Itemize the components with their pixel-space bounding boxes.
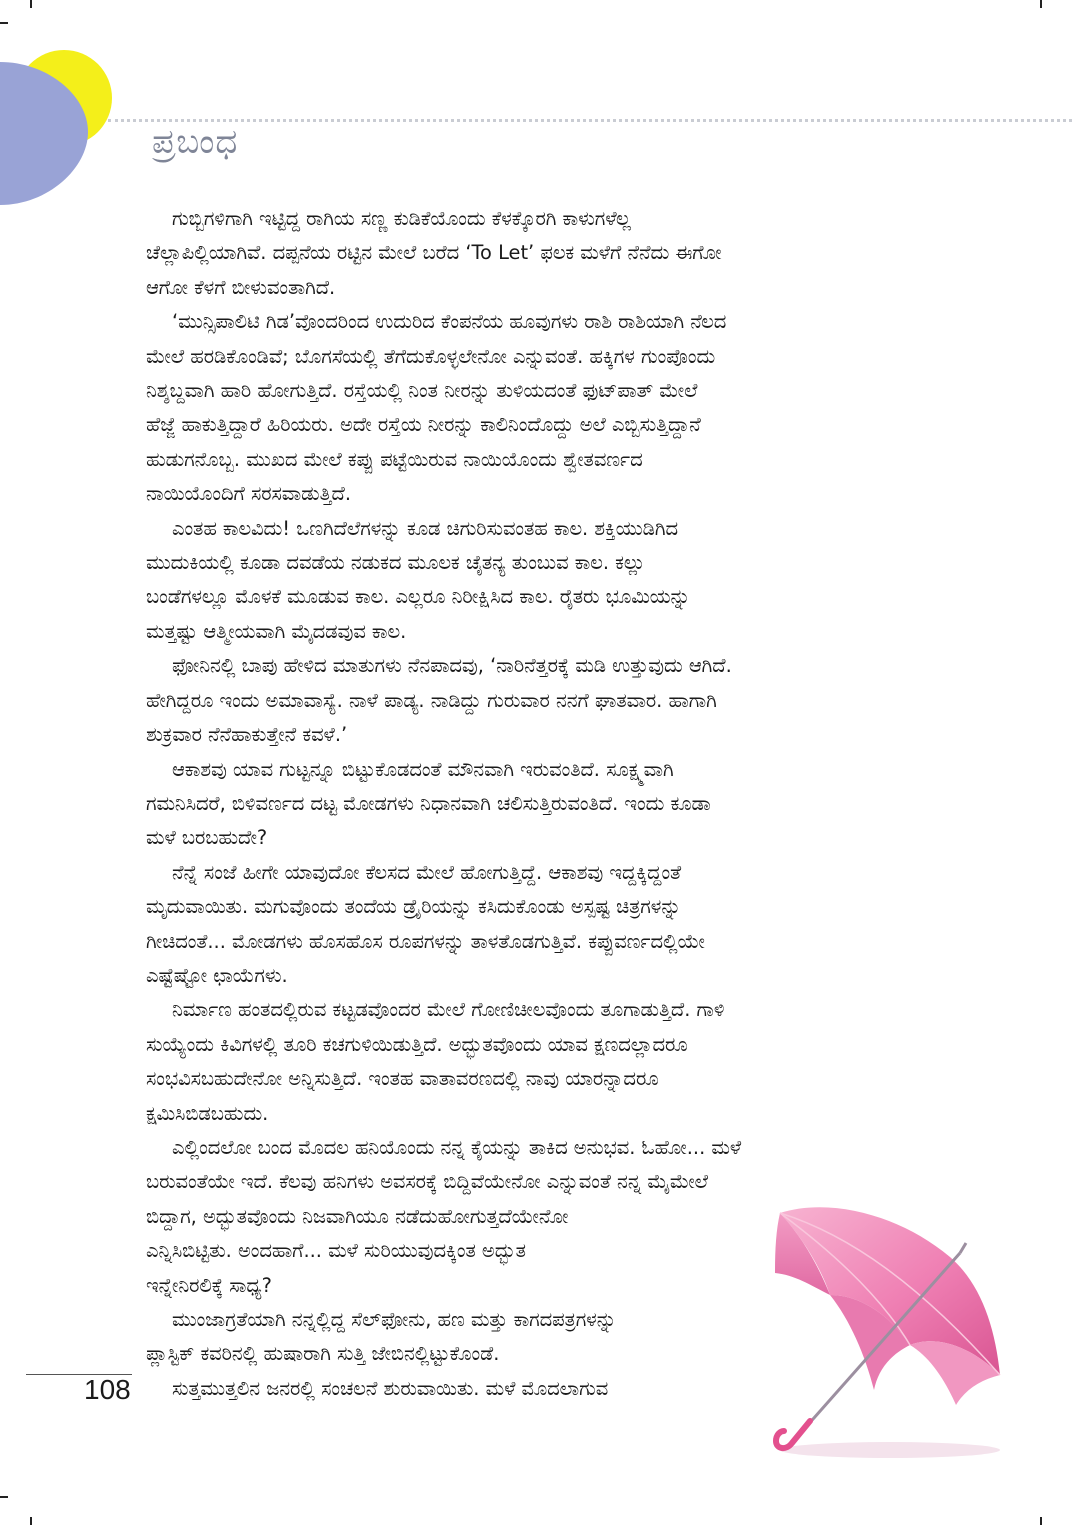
text-line: ಬಿದ್ದಾಗ, ಅದ್ಭುತವೊಂದು ನಿಜವಾಗಿಯೂ ನಡೆದುಹೋಗುತ್ತದೆಯೇನೋ [146,1204,569,1228]
text-line: ಸುಯ್ಯೆಂದು ಕಿವಿಗಳಲ್ಲಿ ತೂರಿ ಕಚಗುಳಿಯಿಡುತ್ತಿದೆ. ಅದ್ಭುತವೊಂದು ಯಾವ ಕ್ಷಣದಲ್ಲಾದರೂ [146,1032,688,1056]
text-line: ಬಂಡೆಗಳಲ್ಲೂ ಮೊಳಕೆ ಮೂಡುವ ಕಾಲ. ಎಲ್ಲರೂ ನಿರೀಕ್ಷಿಸಿದ ಕಾಲ. ರೈತರು ಭೂಮಿಯನ್ನು [146,585,691,609]
text-line: ಮಳೆ ಬರಬಹುದೇ? [146,826,268,850]
text-line: ಮೃದುವಾಯಿತು. ಮಗುವೊಂದು ತಂದೆಯ ಡ್ರೈರಿಯನ್ನು ಕಸಿದುಕೊಂಡು ಅಸ್ಪಷ್ಟ ಚಿತ್ರಗಳನ್ನು [146,895,681,919]
dotted-divider [108,119,1072,122]
page-number: 108 [84,1374,131,1405]
text-line: ಸಂಭವಿಸಬಹುದೇನೋ ಅನ್ನಿಸುತ್ತಿದೆ. ಇಂತಹ ವಾತಾವರಣದಲ್ಲಿ ನಾವು ಯಾರನ್ನಾದರೂ [146,1067,659,1091]
text-line: ಕ್ಷಮಿಸಿಬಿಡಬಹುದು. [146,1101,269,1125]
text-line: ಮೇಲೆ ಹರಡಿಕೊಂಡಿವೆ; ಬೊಗಸೆಯಲ್ಲಿ ತೆಗೆದುಕೊಳ್ಳಲೇನೋ ಎನ್ನುವಂತೆ. ಹಕ್ಕಿಗಳ ಗುಂಪೊಂದು [146,344,716,368]
text-line: ಮುದುಕಿಯಲ್ಲಿ ಕೂಡಾ ದವಡೆಯ ನಡುಕದ ಮೂಲಕ ಚೈತನ್ಯ ತುಂಬುವ ಕಾಲ. ಕಲ್ಲು [146,551,645,575]
paragraph [146,512,946,650]
text-line: ಮುಂಜಾಗ್ರತೆಯಾಗಿ ನನ್ನಲ್ಲಿದ್ದ ಸೆಲ್‌ಫೋನು, ಹಣ ಮತ್ತು ಕಾಗದಪತ್ರಗಳನ್ನು [172,1308,617,1331]
section-title: ಪ್ರಬಂಧ [152,122,239,162]
text-line: ಎನ್ನಿಸಿಬಿಟ್ಟಿತು. ಅಂದಹಾಗೆ... ಮಳೆ ಸುರಿಯುವುದಕ್ಕಿಂತ ಅದ್ಭುತ [146,1239,526,1263]
text-line: ಎಷ್ಟೆಷ್ಟೋ ಛಾಯೆಗಳು. [146,963,288,987]
text-line: ನಿಶ್ಶಬ್ದವಾಗಿ ಹಾರಿ ಹೋಗುತ್ತಿದೆ. ರಸ್ತೆಯಲ್ಲಿ ನಿಂತ ನೀರನ್ನು ತುಳಿಯದಂತೆ ಫುಟ್‌ಪಾತ್ ಮೇಲೆ [146,379,698,403]
text-line: ಬರುವಂತೆಯೇ ಇದೆ. ಕೆಲವು ಹನಿಗಳು ಅವಸರಕ್ಕೆ ಬಿದ್ದಿವೆಯೇನೋ ಎನ್ನುವಂತೆ ನನ್ನ ಮೈಮೇಲೆ [146,1170,709,1194]
paragraph [146,202,946,305]
text-line: ಎಲ್ಲಿಂದಲೋ ಬಂದ ಮೊದಲ ಹನಿಯೊಂದು ನನ್ನ ಕೈಯನ್ನು ತಾಕಿದ ಅನುಭವ. ಓಹೋ... ಮಳೆ [172,1135,742,1159]
text-line: ಗೀಚಿದಂತೆ... ಮೋಡಗಳು ಹೊಸಹೊಸ ರೂಪಗಳನ್ನು ತಾಳತೊಡಗುತ್ತಿವೆ. ಕಪ್ಪುವರ್ಣದಲ್ಲಿಯೇ [146,929,705,953]
paragraph [146,649,946,752]
text-line: ನೆನ್ನೆ ಸಂಜೆ ಹೀಗೇ ಯಾವುದೋ ಕೆಲಸದ ಮೇಲೆ ಹೋಗುತ್ತಿದ್ದೆ. ಆಕಾಶವು ಇದ್ದಕ್ಕಿದ್ದಂತೆ [172,860,682,884]
crop-mark [1040,0,1042,8]
decorative-circles-icon [0,0,130,210]
text-line: ಗುಬ್ಬಿಗಳಿಗಾಗಿ ಇಟ್ಟಿದ್ದ ರಾಗಿಯ ಸಣ್ಣ ಕುಡಿಕೆಯೊಂದು ಕೆಳಕ್ಕೊರಗಿ ಕಾಳುಗಳೆಲ್ಲ [172,207,631,230]
text-line: ‘ಮುನ್ಸಿಪಾಲಿಟಿ ಗಿಡ’ವೊಂದರಿಂದ ಉದುರಿದ ಕೆಂಪನೆಯ ಹೂವುಗಳು ರಾಶಿ ರಾಶಿಯಾಗಿ ನೆಲದ [172,310,727,334]
text-line: ಹುಡುಗನೊಬ್ಬ. ಮುಖದ ಮೇಲೆ ಕಪ್ಪು ಪಟ್ಟೆಯಿರುವ ನಾಯಿಯೊಂದು ಶ್ವೇತವರ್ಣದ [146,447,643,471]
text-line: ಆಗೋ ಕೆಳಗೆ ಬೀಳುವಂತಾಗಿದೆ. [146,275,336,299]
text-line: ಹೆಜ್ಜೆ ಹಾಕುತ್ತಿದ್ದಾರೆ ಹಿರಿಯರು. ಅದೇ ರಸ್ತೆಯ ನೀರನ್ನು ಕಾಲಿನಿಂದೊದ್ದು ಅಲೆ ಎಬ್ಬಿಸುತ್ತಿದ್ದಾನೆ [146,413,701,437]
crop-mark [30,1517,32,1525]
paragraph [146,305,946,511]
text-line: ಮತ್ತಷ್ಟು ಆತ್ಮೀಯವಾಗಿ ಮೈದಡವುವ ಕಾಲ. [146,619,407,643]
crop-mark [1040,1517,1042,1525]
text-line: ಪ್ಲಾಸ್ಟಿಕ್ ಕವರಿನಲ್ಲಿ ಹುಷಾರಾಗಿ ಸುತ್ತಿ ಜೇಬಿನಲ್ಲಿಟ್ಟುಕೊಂಡೆ. [146,1342,500,1366]
text-line: ಗಮನಿಸಿದರೆ, ಬಿಳಿವರ್ಣದ ದಟ್ಟ ಮೋಡಗಳು ನಿಧಾನವಾಗಿ ಚಲಿಸುತ್ತಿರುವಂತಿದೆ. ಇಂದು ಕೂಡಾ [146,791,711,815]
text-line: ಆಕಾಶವು ಯಾವ ಗುಟ್ಟನ್ನೂ ಬಿಟ್ಟುಕೊಡದಂತೆ ಮೌನವಾಗಿ ಇರುವಂತಿದೆ. ಸೂಕ್ಷ್ಮವಾಗಿ [172,757,674,781]
text-line: ಎಂತಹ ಕಾಲವಿದು! ಒಣಗಿದೆಲೆಗಳನ್ನು ಕೂಡ ಚಿಗುರಿಸುವಂತಹ ಕಾಲ. ಶಕ್ತಿಯುಡಿಗಿದ [172,516,678,540]
text-line: ಚೆಲ್ಲಾಪಿಲ್ಲಿಯಾಗಿವೆ. ದಪ್ಪನೆಯ ರಟ್ಟಿನ ಮೇಲೆ ಬರೆದ ‘To Let’ ಫಲಕ ಮಳೆಗೆ ನೆನೆದು ಈಗೋ [146,241,722,265]
paragraph [146,856,946,994]
text-line: ಹೇಗಿದ್ದರೂ ಇಂದು ಅಮಾವಾಸ್ಯೆ. ನಾಳೆ ಪಾಡ್ಯ. ನಾಡಿದ್ದು ಗುರುವಾರ ನನಗೆ ಘಾತವಾರ. ಹಾಗಾಗಿ [146,688,717,712]
text-line: ಫೋನಿನಲ್ಲಿ ಬಾಪು ಹೇಳಿದ ಮಾತುಗಳು ನೆನಪಾದವು, ‘ನಾರಿನೆತ್ತರಕ್ಕೆ ಮಡಿ ಉತ್ತುವುದು ಆಗಿದೆ. [172,654,732,678]
text-line: ನಿರ್ಮಾಣ ಹಂತದಲ್ಲಿರುವ ಕಟ್ಟಡವೊಂದರ ಮೇಲೆ ಗೋಣಿಚೀಲವೊಂದು ತೂಗಾಡುತ್ತಿದೆ. ಗಾಳಿ [172,998,725,1022]
umbrella-icon [770,1195,1020,1460]
paragraph [146,753,946,856]
paragraph [146,993,946,1131]
text-line: ಇನ್ನೇನಿರಲಿಕ್ಕೆ ಸಾಧ್ಯ? [146,1273,272,1297]
text-line: ಸುತ್ತಮುತ್ತಲಿನ ಜನರಲ್ಲಿ ಸಂಚಲನೆ ಶುರುವಾಯಿತು. ಮಳೆ ಮೊದಲಾಗುವ [172,1376,609,1400]
crop-mark [0,1496,8,1498]
text-line: ನಾಯಿಯೊಂದಿಗೆ ಸರಸವಾಡುತ್ತಿದೆ. [146,482,351,506]
text-line: ಶುಕ್ರವಾರ ನೆನೆಹಾಕುತ್ತೇನೆ ಕವಳೆ.’ [146,723,348,747]
